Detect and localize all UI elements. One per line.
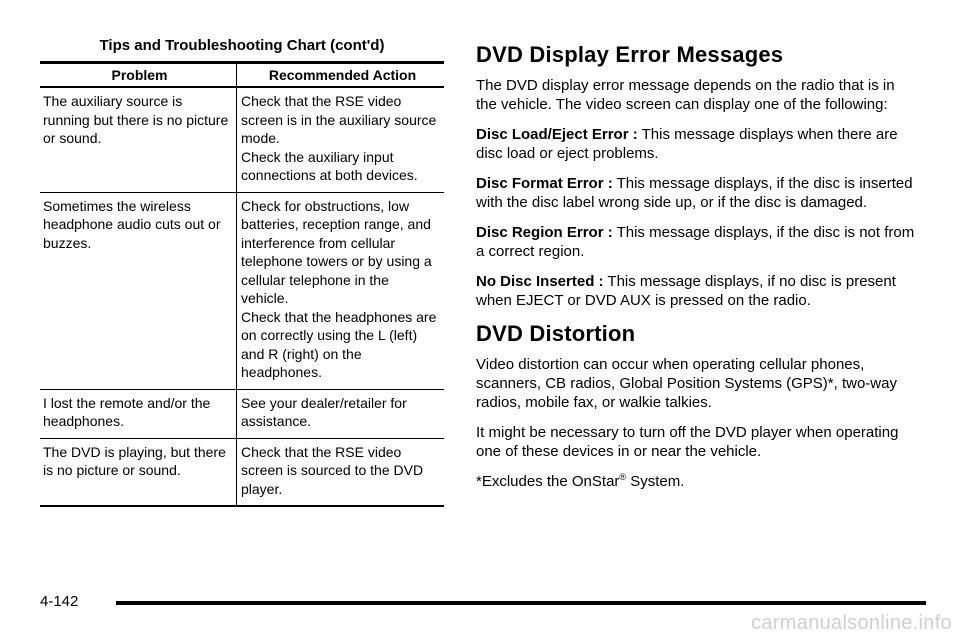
- error-item: [476, 223, 916, 261]
- table-header-row: [40, 63, 444, 88]
- action-cell: [237, 87, 445, 192]
- problem-cell: The auxiliary source is running but there is no picture or sound.: [40, 87, 237, 192]
- error-item: [476, 125, 916, 163]
- troubleshooting-table: [40, 61, 444, 507]
- dvd-info-section: [476, 42, 916, 502]
- action-line: See your dealer/retailer for assistance.: [241, 394, 407, 429]
- error-term: Disc Format Error :: [476, 175, 613, 192]
- distortion-paragraph: Video distortion can occur when operating cellular phones, scanners, CB radios, Global Position Systems (GPS)*, two-way radios, mobile fax, or walkie talkies.: [476, 356, 897, 411]
- error-description: This message displays, if the disc is inserted with the disc label wrong side up, or if the disc is damaged.: [476, 175, 913, 211]
- action-line: Check that the headphones are on correctly using the L (left) and R (right) on the headphones.: [241, 308, 437, 380]
- troubleshooting-chart-section: [40, 37, 444, 507]
- problem-cell: Sometimes the wireless headphone audio cuts out or buzzes.: [40, 192, 237, 389]
- column-header-action: Recommended Action: [237, 63, 445, 88]
- error-messages-intro: The DVD display error message depends on the radio that is in the vehicle. The video screen can display one of the following:: [476, 77, 895, 113]
- action-cell: [237, 389, 445, 438]
- error-term: Disc Region Error :: [476, 224, 613, 241]
- page-number: 4-142: [40, 593, 79, 610]
- chart-title: Tips and Troubleshooting Chart (cont'd): [99, 37, 385, 54]
- footnote: [476, 472, 916, 491]
- problem-cell: The DVD is playing, but there is no picture or sound.: [40, 438, 237, 506]
- error-description: This message displays, if the disc is not from a correct region.: [476, 224, 915, 260]
- action-line: Check for obstructions, low batteries, reception range, and interference from cellular telephone towers or by using a cellular telephone in the vehicle.: [241, 197, 432, 306]
- column-header-problem: Problem: [40, 63, 237, 88]
- distortion-heading: DVD Distortion: [476, 321, 636, 346]
- error-term: Disc Load/Eject Error :: [476, 126, 638, 143]
- action-line: Check that the RSE video screen is in the auxiliary source mode.: [241, 93, 437, 146]
- table-row: [40, 389, 444, 438]
- action-line: Check the auxiliary input connections at both devices.: [241, 148, 418, 183]
- footnote-text: *Excludes the OnStar: [476, 473, 620, 490]
- table-row: [40, 192, 444, 389]
- error-term: No Disc Inserted :: [476, 273, 604, 290]
- footer-rule: [116, 601, 926, 605]
- problem-cell: I lost the remote and/or the headphones.: [40, 389, 237, 438]
- distortion-paragraph: It might be necessary to turn off the DVD player when operating one of these devices in or near the vehicle.: [476, 424, 899, 460]
- error-description: This message displays, if no disc is present when EJECT or DVD AUX is pressed on the radio.: [476, 273, 896, 309]
- action-line: Check that the RSE video screen is sourced to the DVD player.: [241, 443, 424, 497]
- error-item: [476, 272, 916, 310]
- error-description: This message displays when there are disc load or eject problems.: [476, 126, 898, 162]
- error-messages-heading: DVD Display Error Messages: [476, 42, 784, 67]
- error-item: [476, 174, 916, 212]
- footnote-text-end: System.: [626, 473, 685, 490]
- action-cell: [237, 438, 445, 506]
- watermark: carmanualsonline.info: [751, 612, 952, 634]
- table-row: [40, 87, 444, 192]
- registered-mark: ®: [619, 472, 627, 482]
- action-cell: [237, 192, 445, 389]
- table-row: [40, 438, 444, 506]
